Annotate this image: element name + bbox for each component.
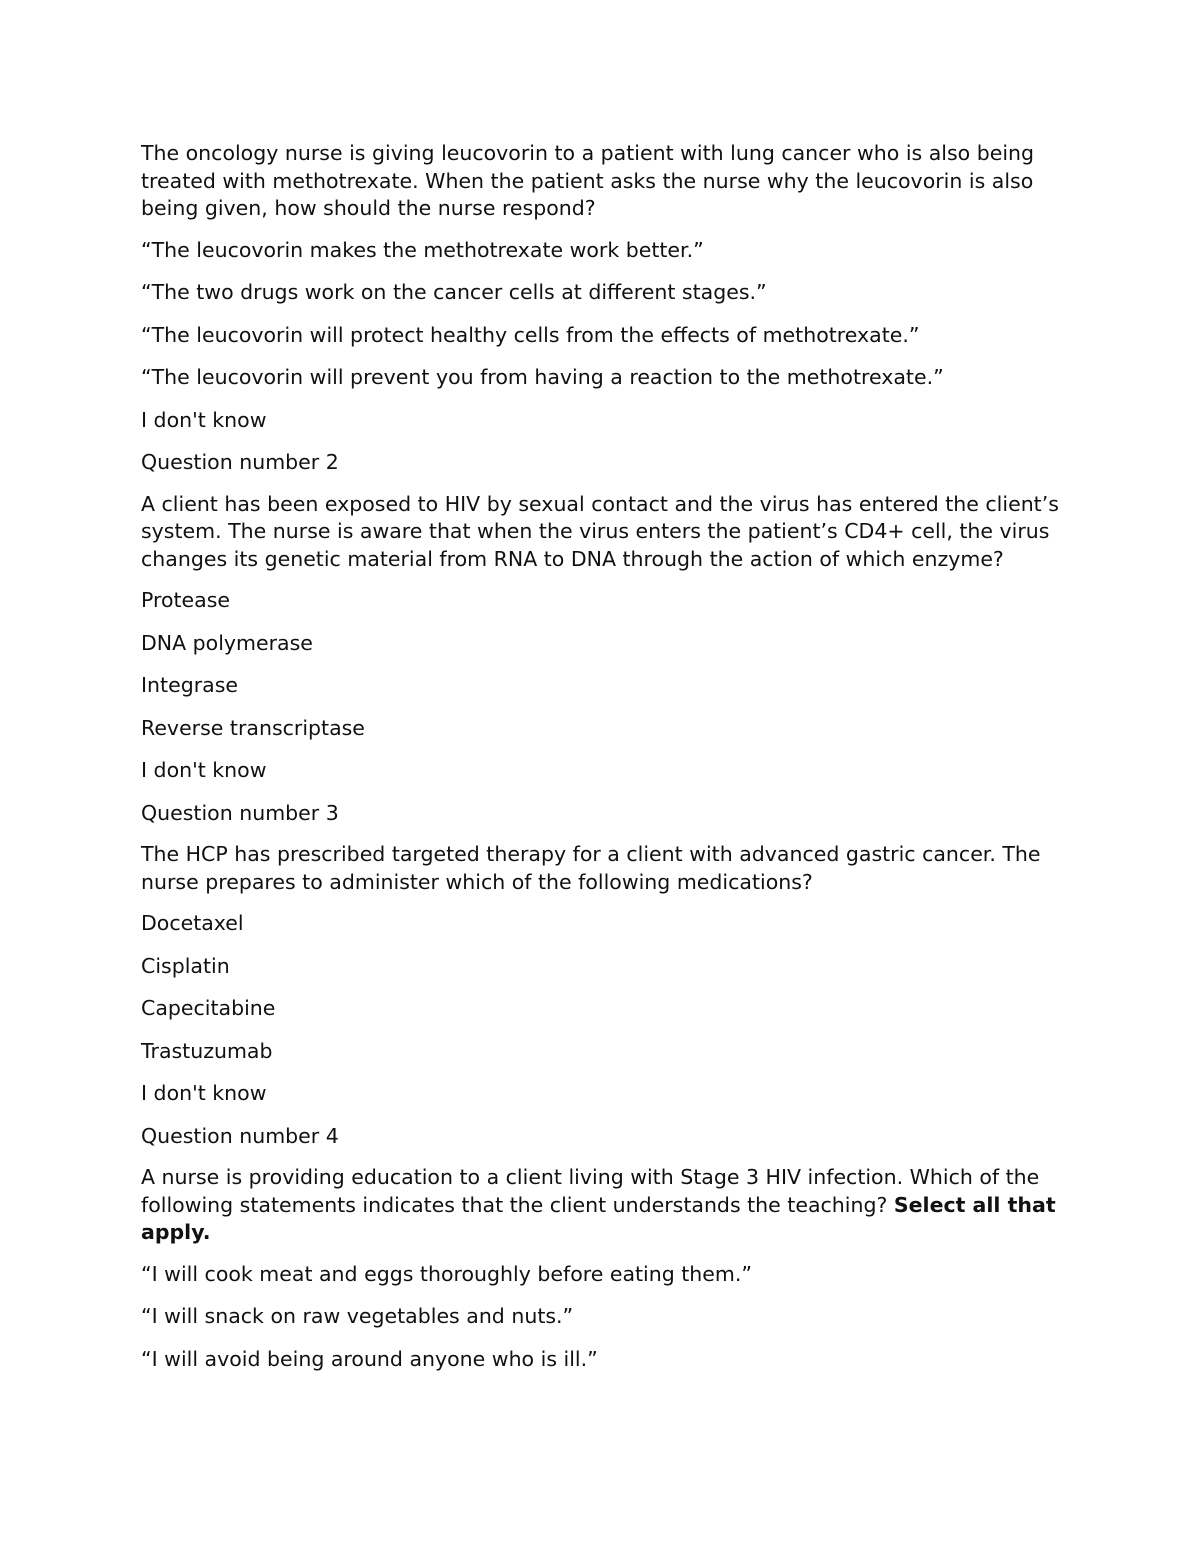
answer-option: DNA polymerase bbox=[141, 630, 313, 655]
answer-option: Cisplatin bbox=[141, 953, 230, 978]
answer-option: “The leucovorin will protect healthy cells from the effects of methotrexate.” bbox=[141, 322, 920, 347]
answer-option: “I will snack on raw vegetables and nuts.” bbox=[141, 1304, 574, 1328]
question-1 bbox=[141, 140, 1061, 434]
question-label: Question number 4 bbox=[141, 1123, 339, 1148]
question-stem bbox=[141, 140, 1061, 223]
question-stem: The HCP has prescribed targeted therapy for a client with advanced gastric cancer. The nurse prepares to administer which of the following medications? bbox=[141, 842, 1041, 894]
answer-option-dont-know: I don't know bbox=[141, 758, 267, 782]
answer-option: “I will cook meat and eggs thoroughly before eating them.” bbox=[141, 1261, 753, 1286]
question-label: Question number 3 bbox=[141, 800, 339, 825]
question-3 bbox=[141, 800, 1061, 1108]
answer-option: Capecitabine bbox=[141, 996, 276, 1020]
answer-option-dont-know: I don't know bbox=[141, 1081, 267, 1105]
answer-option-dont-know: I don't know bbox=[141, 407, 267, 432]
select-all-instruction: Select all that apply. bbox=[141, 1192, 1056, 1244]
question-stem: A client has been exposed to HIV by sexual contact and the virus has entered the client’s system. The nurse is aware that when the virus enters the patient’s CD4+ cell, the virus changes its genetic material from RNA to DNA through the action of which enzyme? bbox=[141, 491, 1059, 571]
answer-option: “I will avoid being around anyone who is ill.” bbox=[141, 1346, 598, 1371]
answer-option: Reverse transcriptase bbox=[141, 715, 365, 740]
answer-option: “The leucovorin will prevent you from having a reaction to the methotrexate.” bbox=[141, 365, 944, 389]
question-stem-text: The oncology nurse is giving leucovorin to a patient with lung cancer who is also being treated with methotrexate. When the patient asks the nurse why the leucovorin is also being given, how should the nurse respond? bbox=[141, 141, 1035, 220]
question-stem bbox=[141, 1164, 1061, 1247]
answer-option: Integrase bbox=[141, 673, 238, 697]
answer-option: Trastuzumab bbox=[141, 1038, 273, 1063]
document-page bbox=[141, 140, 1061, 1388]
answer-option: “The two drugs work on the cancer cells at different stages.” bbox=[141, 280, 767, 304]
question-4 bbox=[141, 1123, 1061, 1374]
answer-option: Docetaxel bbox=[141, 911, 244, 935]
question-label: Question number 2 bbox=[141, 450, 339, 474]
answer-option: Protease bbox=[141, 588, 231, 612]
question-2 bbox=[141, 449, 1061, 785]
answer-option: “The leucovorin makes the methotrexate work better.” bbox=[141, 237, 704, 262]
question-stem-text: A nurse is providing education to a client living with Stage 3 HIV infection. Which of the following statements indicates that the client understands the teaching? bbox=[141, 1165, 1040, 1217]
